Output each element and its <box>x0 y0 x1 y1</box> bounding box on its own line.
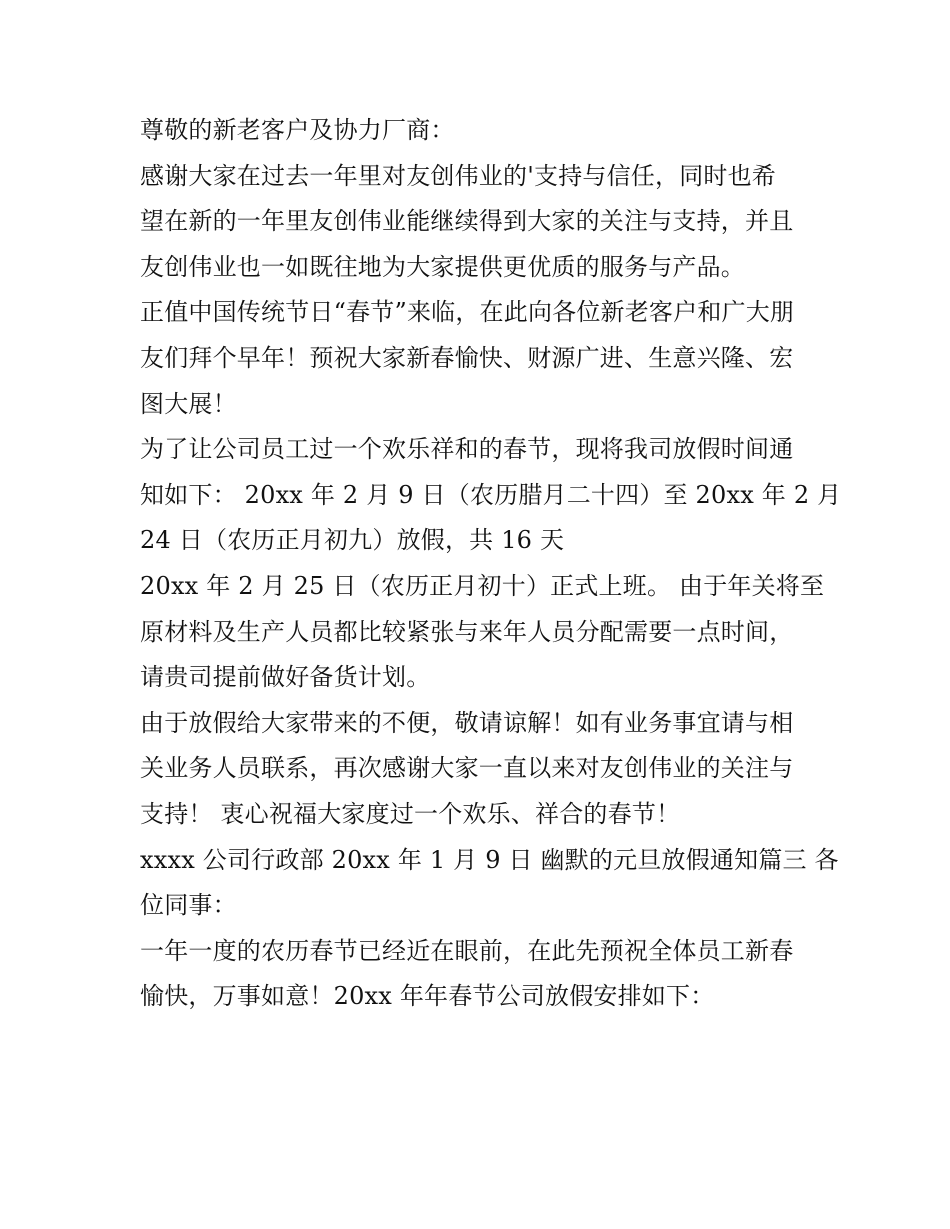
text-line: 由于放假给大家带来的不便，敬请谅解！如有业务事宜请与相 <box>140 708 794 737</box>
text-line: 友们拜个早年！预祝大家新春愉快、财源广进、生意兴隆、宏 <box>140 343 794 372</box>
text-line: 望在新的一年里友创伟业能继续得到大家的关注与支持，并且 <box>140 207 794 236</box>
text-line: 支持！ 衷心祝福大家度过一个欢乐、祥合的春节！ <box>140 799 681 828</box>
document-body <box>140 108 842 1020</box>
text-line: 图大展！ <box>140 389 237 418</box>
text-line: 请贵司提前做好备货计划。 <box>140 663 431 692</box>
text-line: xxxx 公司行政部 20xx 年 1 月 9 日 幽默的元旦放假通知篇三 各 <box>140 845 839 874</box>
text-line: 感谢大家在过去一年里对友创伟业的'支持与信任，同时也希 <box>140 161 776 190</box>
text-line: 一年一度的农历春节已经近在眼前，在此先预祝全体员工新春 <box>140 936 794 965</box>
text-line: 友创伟业也一如既往地为大家提供更优质的服务与产品。 <box>140 252 745 281</box>
text-line: 知如下： 20xx 年 2 月 9 日（农历腊月二十四）至 20xx 年 2 月 <box>140 480 842 509</box>
text-line: 位同事： <box>140 891 237 920</box>
text-line: 原材料及生产人员都比较紧张与来年人员分配需要一点时间， <box>140 617 794 646</box>
text-line: 关业务人员联系，再次感谢大家一直以来对友创伟业的关注与 <box>140 754 794 783</box>
text-line: 尊敬的新老客户及协力厂商： <box>140 116 455 144</box>
text-line: 正值中国传统节日“春节”来临，在此向各位新老客户和广大朋 <box>140 298 795 327</box>
text-line: 20xx 年 2 月 25 日（农历正月初十）正式上班。 由于年关将至 <box>140 571 825 600</box>
text-line: 愉快，万事如意！20xx 年年春节公司放假安排如下： <box>140 982 715 1011</box>
text-line: 为了让公司员工过一个欢乐祥和的春节，现将我司放假时间通 <box>140 435 794 464</box>
text-line: 24 日（农历正月初九）放假，共 16 天 <box>140 526 565 555</box>
